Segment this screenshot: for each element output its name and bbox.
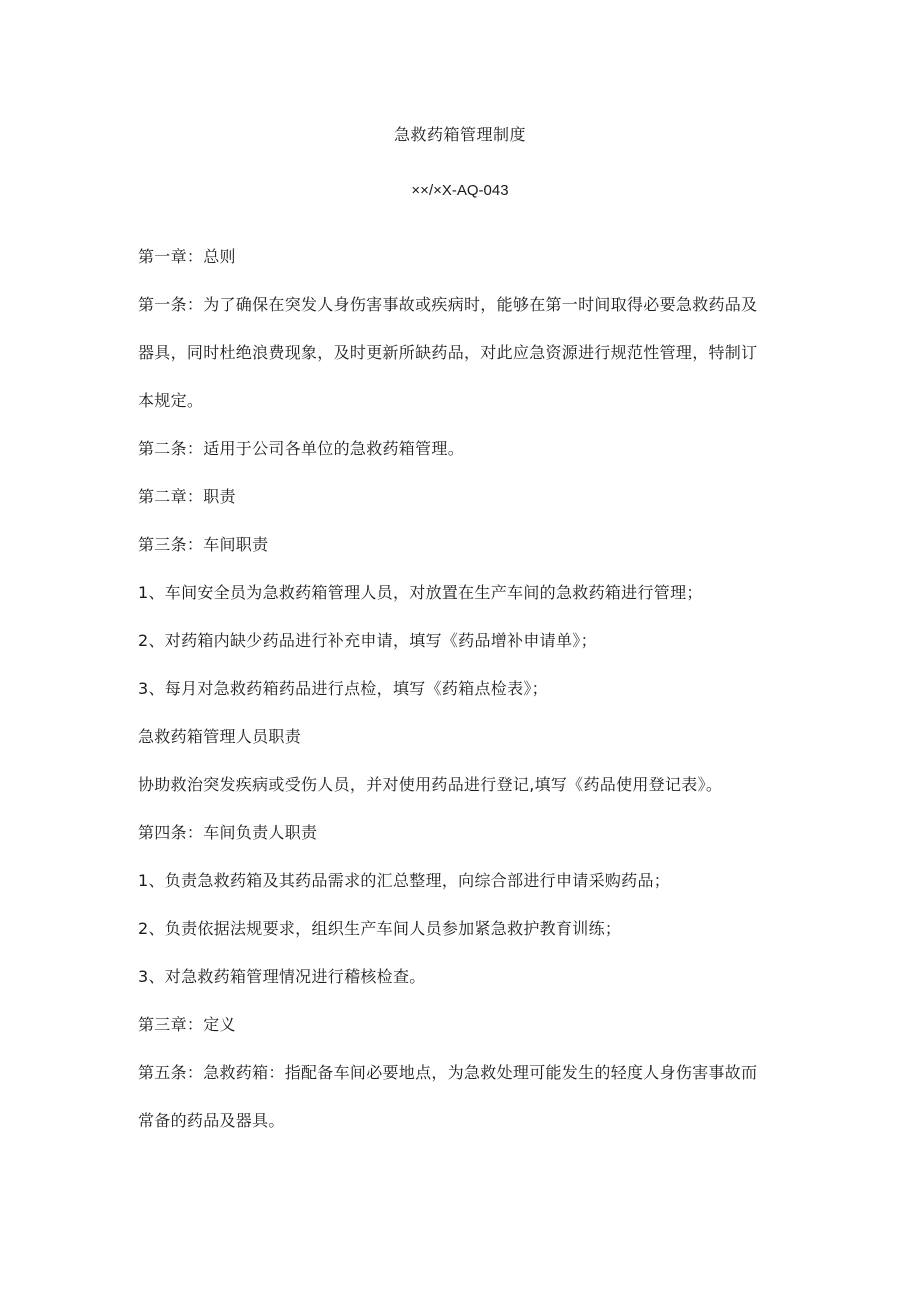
chapter-3-heading: [138, 1012, 793, 1038]
manager-duties-body: [138, 772, 793, 798]
article-3-item-3: [138, 676, 793, 702]
chapter-2-heading: [138, 484, 793, 510]
chapter-1-heading: [138, 244, 793, 270]
list-item: 2、对药箱内缺少药品进行补充申请，填写《药品增补申请单》；: [138, 631, 597, 650]
chapter-heading: 第一章：总则: [138, 247, 236, 266]
article-4-item-2: [138, 916, 793, 942]
article-3-item-1: [138, 580, 793, 606]
article-4-item-3: [138, 964, 793, 990]
article-text-line: 第二条：适用于公司各单位的急救药箱管理。: [138, 439, 465, 458]
article-text-line: 器具，同时杜绝浪费现象，及时更新所缺药品，对此应急资源进行规范性管理，特制订: [138, 343, 758, 362]
article-text-line: 第五条：急救药箱：指配备车间必要地点，为急救处理可能发生的轻度人身伤害事故而: [138, 1063, 758, 1082]
article-3-item-2: [138, 628, 793, 654]
list-item: 3、对急救药箱管理情况进行稽核检查。: [138, 967, 426, 986]
article-text-line: 常备的药品及器具。: [138, 1111, 285, 1130]
article-text-line: 第一条：为了确保在突发人身伤害事故或疾病时，能够在第一时间取得必要急救药品及: [138, 295, 758, 314]
section-heading: 急救药箱管理人员职责: [138, 727, 302, 746]
document-body: [138, 244, 793, 1156]
article-heading: 第三条：车间职责: [138, 535, 269, 554]
document-code: ××/×X-AQ-043: [411, 182, 509, 199]
list-item: 1、车间安全员为急救药箱管理人员，对放置在生产车间的急救药箱进行管理；: [138, 583, 703, 602]
article-4-item-1: [138, 868, 793, 894]
manager-duties-heading: [138, 724, 793, 750]
article-1: [138, 292, 793, 414]
document-title: 急救药箱管理制度: [393, 125, 526, 144]
list-item: 2、负责依据法规要求，组织生产车间人员参加紧急救护教育训练；: [138, 919, 622, 938]
article-2: [138, 436, 793, 462]
article-4-heading: [138, 820, 793, 846]
article-text-line: 本规定。: [138, 391, 204, 410]
list-item: 1、负责急救药箱及其药品需求的汇总整理，向综合部进行申请采购药品；: [138, 871, 671, 890]
chapter-heading: 第三章：定义: [138, 1015, 236, 1034]
article-heading: 第四条：车间负责人职责: [138, 823, 318, 842]
paragraph: 协助救治突发疾病或受伤人员，并对使用药品进行登记,填写《药品使用登记表》。: [138, 775, 723, 794]
list-item: 3、每月对急救药箱药品进行点检，填写《药箱点检表》；: [138, 679, 548, 698]
article-5: [138, 1060, 793, 1134]
chapter-heading: 第二章：职责: [138, 487, 236, 506]
article-3-heading: [138, 532, 793, 558]
